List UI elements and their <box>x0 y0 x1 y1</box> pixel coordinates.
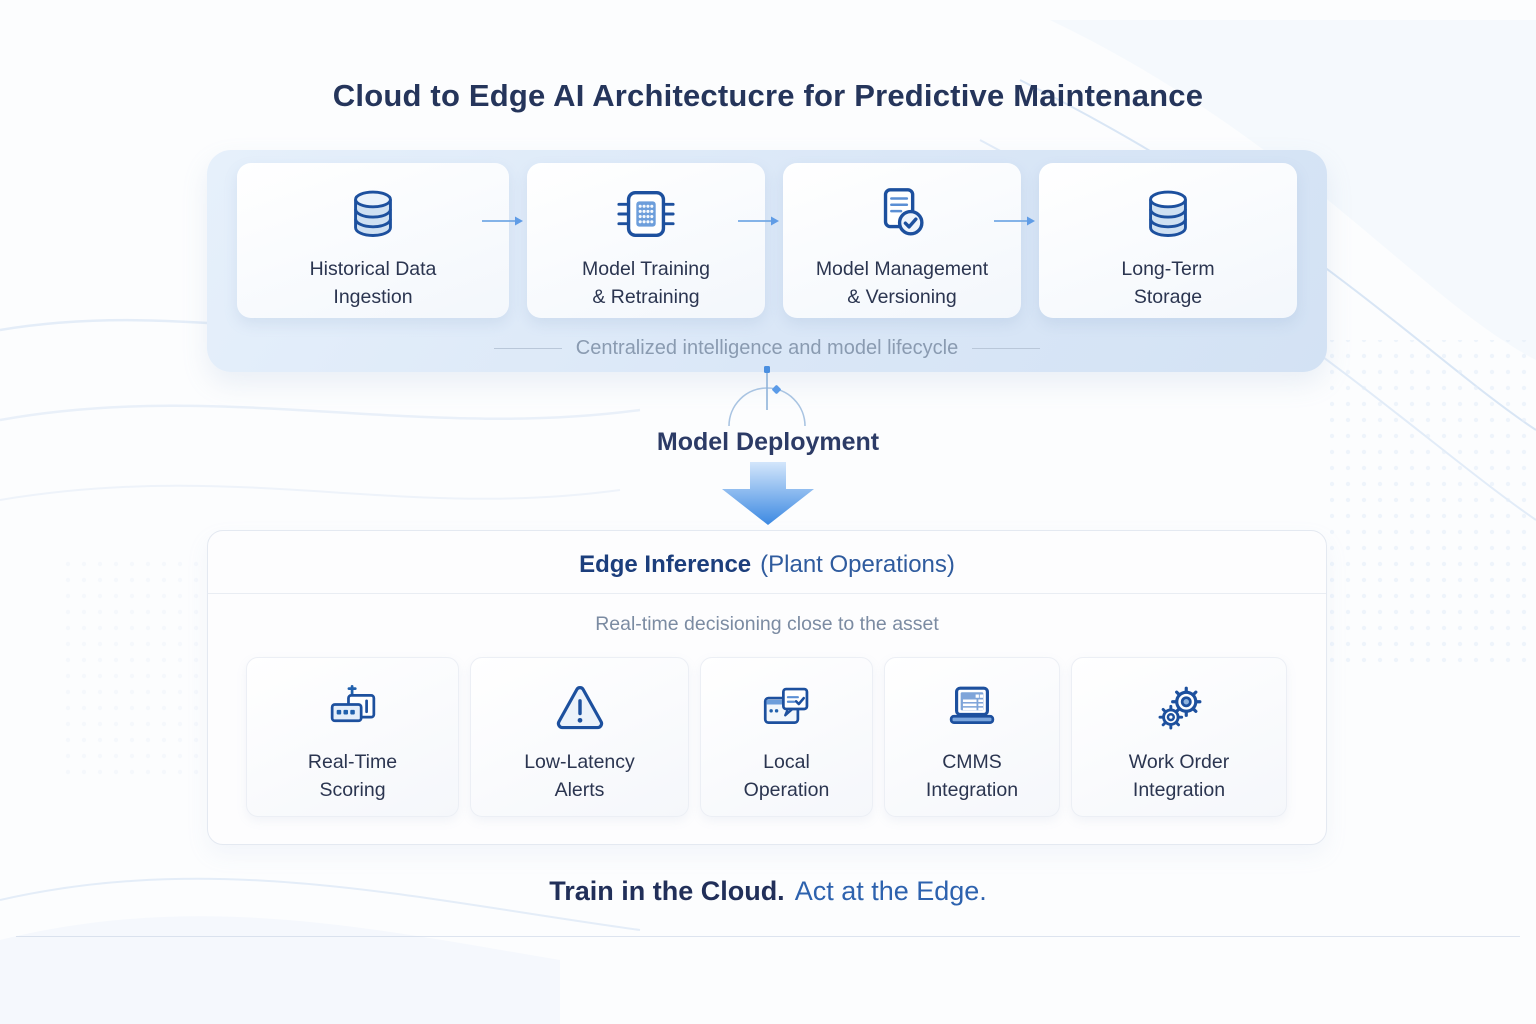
card-label: Work Order Integration <box>1128 751 1230 801</box>
laptop-icon <box>943 680 1001 738</box>
edge-section <box>207 530 1327 845</box>
edge-card-work-order-integration <box>1071 657 1287 817</box>
card-label: CMMS Integration <box>925 751 1019 801</box>
caption-line <box>494 348 562 349</box>
edge-card-real-time-scoring <box>246 657 459 817</box>
card-label: Low-Latency Alerts <box>524 751 635 801</box>
card-label: Model Management & Versioning <box>815 258 989 308</box>
warning-triangle-icon <box>551 680 609 738</box>
edge-card-local-operation <box>700 657 873 817</box>
database-icon <box>342 183 404 245</box>
cloud-card-long-term-storage <box>1039 163 1297 318</box>
window-check-icon <box>758 680 816 738</box>
deployment-connector <box>707 366 827 433</box>
chip-icon <box>615 183 677 245</box>
cloud-cards-row <box>237 163 1297 318</box>
cloud-card-historical-data-ingestion <box>237 163 509 318</box>
database-icon <box>1137 183 1199 245</box>
deployment-label: Model Deployment <box>656 428 880 456</box>
flow-arrow-right-icon <box>481 214 525 232</box>
edge-card-cmms-integration <box>884 657 1060 817</box>
edge-cards-row <box>246 657 1290 817</box>
card-label: Model Training & Retraining <box>582 258 710 308</box>
caption-line <box>972 348 1040 349</box>
cloud-section <box>207 150 1327 372</box>
card-label: Long-Term Storage <box>1121 258 1215 308</box>
document-check-icon <box>871 183 933 245</box>
page-title: Cloud to Edge AI Architectucre for Predictive Maintenance <box>332 78 1204 113</box>
divider <box>16 936 1520 937</box>
tagline: Train in the Cloud. Act at the Edge. <box>549 876 987 906</box>
deployment-arrow-icon <box>710 462 826 531</box>
flow-arrow-right-icon <box>737 214 781 232</box>
edge-subtitle: Real-time decisioning close to the asset <box>595 613 939 635</box>
cloud-caption: Centralized intelligence and model lifecycle <box>207 337 1327 360</box>
flow-arrow-right-icon <box>993 214 1037 232</box>
cloud-card-model-management <box>783 163 1021 318</box>
gears-icon <box>1150 680 1208 738</box>
edge-section-title: Edge Inference (Plant Operations) <box>579 551 955 578</box>
card-label: Local Operation <box>743 751 830 801</box>
edge-card-low-latency-alerts <box>470 657 689 817</box>
cloud-card-model-training <box>527 163 765 318</box>
card-label: Real-Time Scoring <box>307 751 398 801</box>
divider <box>208 593 1326 594</box>
edge-device-icon <box>324 680 382 738</box>
card-label: Historical Data Ingestion <box>309 258 437 308</box>
